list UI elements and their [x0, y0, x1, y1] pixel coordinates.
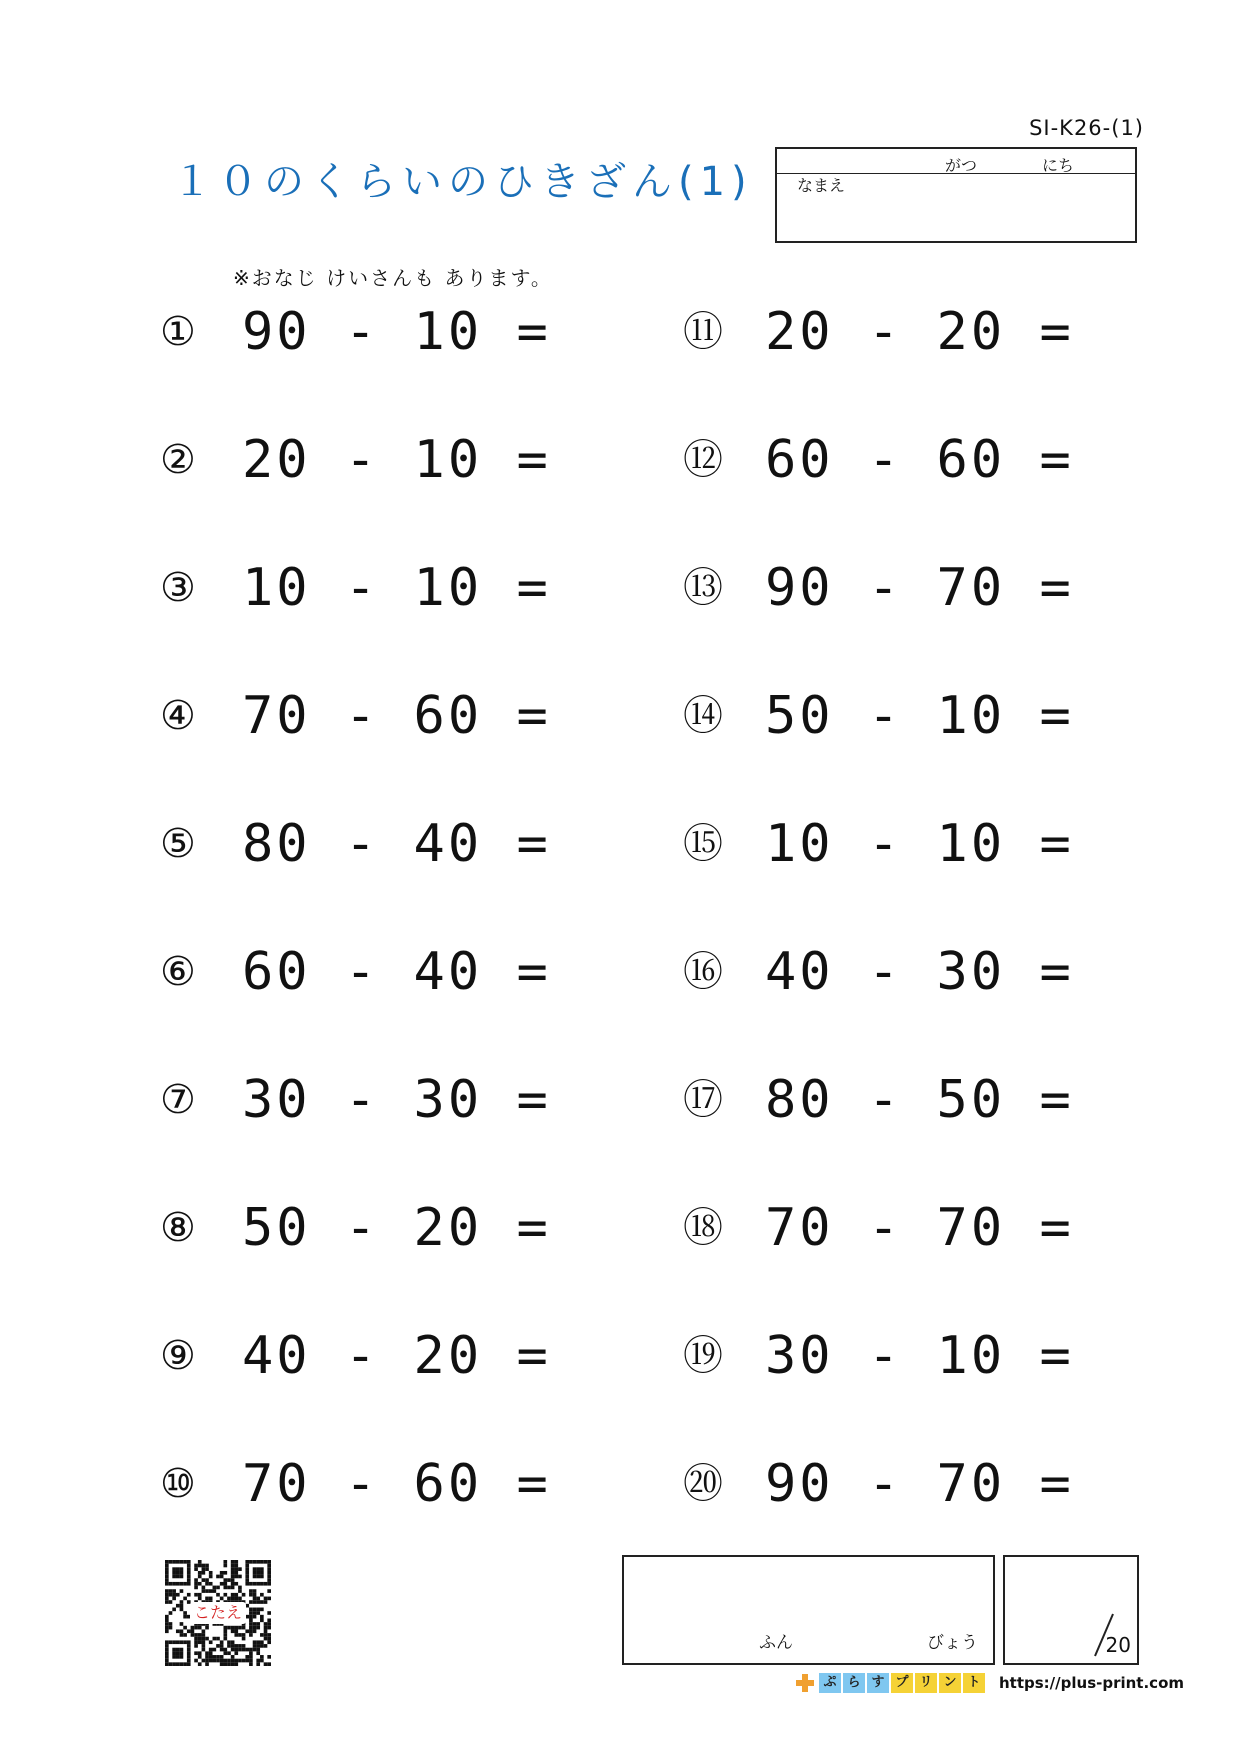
- problem-column-right: [683, 302, 1074, 1585]
- problem-expression: 40 - 20 =: [242, 1326, 551, 1386]
- problem-number: ②: [160, 437, 196, 483]
- problem-item: [160, 558, 551, 689]
- problem-number: ⑳: [683, 1461, 723, 1507]
- problem-item: [160, 302, 551, 433]
- minutes-label: ふん: [759, 1633, 793, 1653]
- brand-name: [819, 1673, 987, 1693]
- problem-item: [160, 430, 551, 561]
- footer-brand[interactable]: [795, 1673, 1184, 1693]
- problem-item: [160, 814, 551, 945]
- brand-char: リ: [915, 1673, 937, 1693]
- problem-expression: 70 - 60 =: [242, 1454, 551, 1514]
- score-total: 20: [1105, 1633, 1131, 1657]
- problem-item: [160, 1326, 551, 1457]
- day-label: にち: [1042, 156, 1075, 175]
- problem-item: [683, 558, 1074, 689]
- problem-item: [160, 686, 551, 817]
- problem-number: ⑬: [683, 565, 723, 611]
- problem-expression: 50 - 10 =: [765, 686, 1074, 746]
- problem-number: ⑨: [160, 1333, 196, 1379]
- problem-item: [160, 1198, 551, 1329]
- site-url[interactable]: https://plus-print.com: [999, 1674, 1185, 1692]
- problem-expression: 10 - 10 =: [242, 558, 551, 618]
- brand-char: ン: [939, 1673, 961, 1693]
- problem-item: [160, 1070, 551, 1201]
- problem-expression: 20 - 20 =: [765, 302, 1074, 362]
- problem-item: [683, 814, 1074, 945]
- problem-item: [683, 1198, 1074, 1329]
- problem-expression: 60 - 40 =: [242, 942, 551, 1002]
- problem-number: ⑦: [160, 1077, 196, 1123]
- problem-number: ③: [160, 565, 196, 611]
- problem-expression: 90 - 70 =: [765, 558, 1074, 618]
- name-label: なまえ: [797, 176, 846, 195]
- month-label: がつ: [945, 156, 978, 175]
- problem-expression: 90 - 10 =: [242, 302, 551, 362]
- problem-number: ⑫: [683, 437, 723, 483]
- problem-number: ⑤: [160, 821, 196, 867]
- problem-expression: 80 - 40 =: [242, 814, 551, 874]
- brand-char: プ: [891, 1673, 913, 1693]
- brand-char: す: [867, 1673, 889, 1693]
- problem-number: ⑭: [683, 693, 723, 739]
- problem-column-left: [160, 302, 551, 1585]
- problem-number: ⑩: [160, 1461, 196, 1507]
- brand-char: ら: [843, 1673, 865, 1693]
- problem-number: ⑰: [683, 1077, 723, 1123]
- problem-expression: 30 - 10 =: [765, 1326, 1074, 1386]
- brand-char: ぷ: [819, 1673, 841, 1693]
- problem-expression: 70 - 60 =: [242, 686, 551, 746]
- problem-number: ①: [160, 309, 196, 355]
- worksheet-title: １０のくらいのひきざん(1): [172, 159, 753, 205]
- problem-number: ⑪: [683, 309, 723, 355]
- seconds-label: びょう: [927, 1633, 978, 1653]
- problem-item: [683, 942, 1074, 1073]
- problem-expression: 20 - 10 =: [242, 430, 551, 490]
- problem-number: ⑲: [683, 1333, 723, 1379]
- problem-item: [683, 1326, 1074, 1457]
- problem-expression: 70 - 70 =: [765, 1198, 1074, 1258]
- problem-expression: 60 - 60 =: [765, 430, 1074, 490]
- problem-item: [683, 686, 1074, 817]
- problem-number: ⑮: [683, 821, 723, 867]
- problem-item: [683, 430, 1074, 561]
- note: ※おなじ けいさんも あります。: [233, 266, 553, 290]
- problem-number: ⑥: [160, 949, 196, 995]
- name-date-box: [775, 147, 1137, 243]
- problem-expression: 40 - 30 =: [765, 942, 1074, 1002]
- problem-number: ⑧: [160, 1205, 196, 1251]
- problem-item: [683, 302, 1074, 433]
- problem-item: [683, 1070, 1074, 1201]
- answer-label: こたえ: [190, 1602, 246, 1624]
- brand-char: ト: [963, 1673, 985, 1693]
- problem-expression: 90 - 70 =: [765, 1454, 1074, 1514]
- problem-expression: 50 - 20 =: [242, 1198, 551, 1258]
- problem-expression: 80 - 50 =: [765, 1070, 1074, 1130]
- problem-number: ⑱: [683, 1205, 723, 1251]
- plus-logo-icon: [795, 1674, 815, 1692]
- worksheet-code: SI-K26-(1): [1029, 116, 1144, 140]
- problem-expression: 30 - 30 =: [242, 1070, 551, 1130]
- time-box: [622, 1555, 995, 1665]
- score-box: [1003, 1555, 1139, 1665]
- problem-number: ⑯: [683, 949, 723, 995]
- problem-number: ④: [160, 693, 196, 739]
- problem-expression: 10 - 10 =: [765, 814, 1074, 874]
- problem-item: [160, 942, 551, 1073]
